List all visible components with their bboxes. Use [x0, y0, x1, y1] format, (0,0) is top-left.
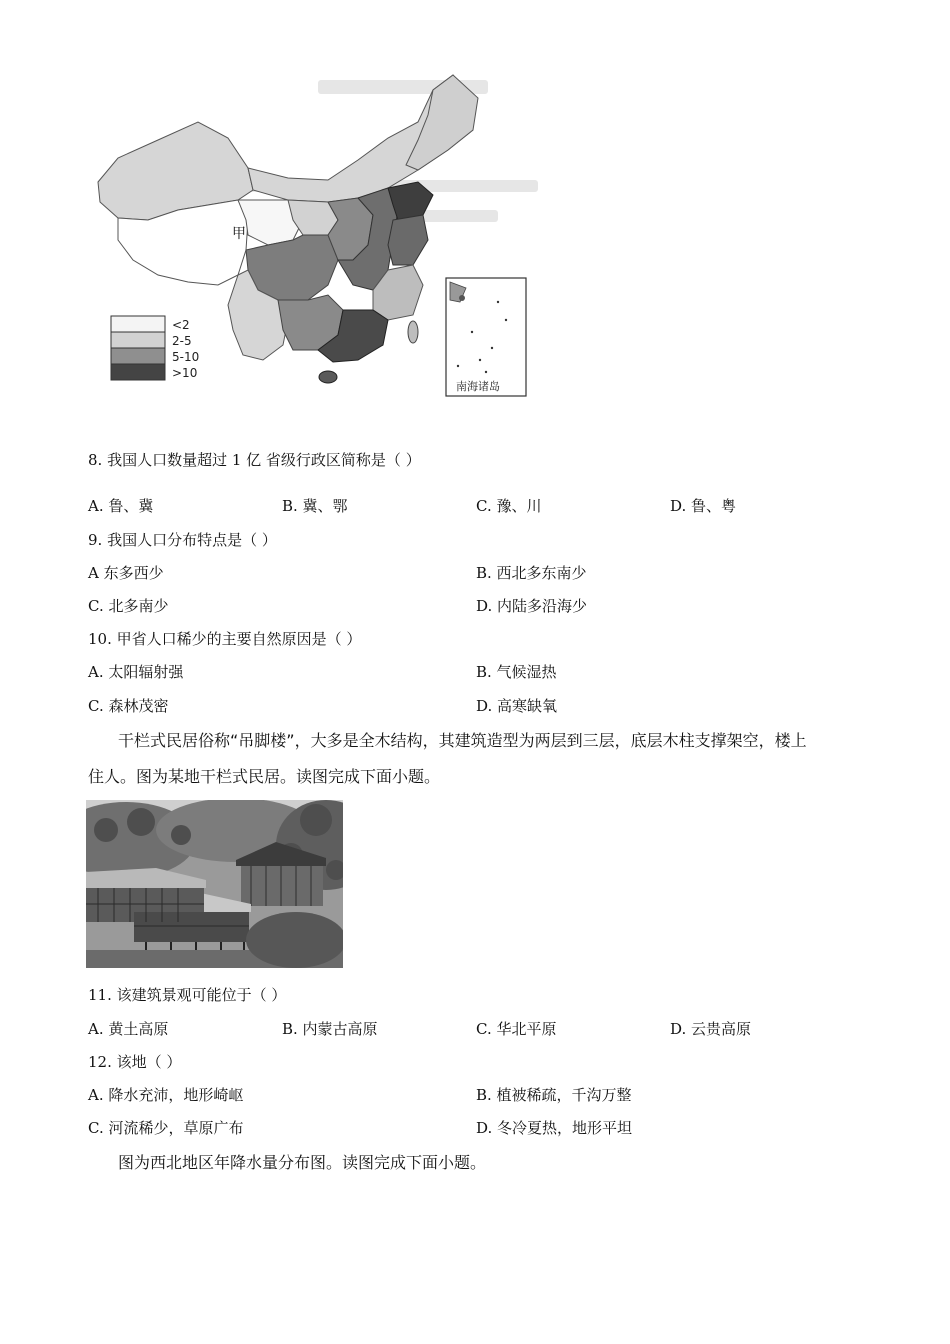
q11-option-b[interactable]: B. 内蒙古高原 — [282, 1020, 378, 1038]
legend-label-2: 2-5 — [172, 334, 192, 348]
q10-stem: 10. 甲省人口稀少的主要自然原因是（ ） — [88, 630, 362, 648]
q10-option-a[interactable]: A. 太阳辐射强 — [88, 663, 184, 681]
q9-option-b[interactable]: B. 西北多东南少 — [476, 564, 587, 582]
q12-stem: 12. 该地（ ） — [88, 1053, 182, 1071]
map-legend — [111, 316, 199, 380]
q12-option-d[interactable]: D. 冬冷夏热，地形平坦 — [476, 1119, 633, 1137]
q11-option-a[interactable]: A. 黄土高原 — [88, 1020, 169, 1038]
q8-option-d[interactable]: D. 鲁、粤 — [670, 497, 737, 515]
q8-stem: 8. 我国人口数量超过 1 亿 省级行政区简称是（ ） — [88, 451, 421, 469]
region-sichuan — [246, 235, 338, 300]
q8-option-b[interactable]: B. 冀、鄂 — [282, 497, 348, 515]
stilt-house-photo — [86, 800, 343, 968]
q9-stem: 9. 我国人口分布特点是（ ） — [88, 531, 277, 549]
inset-label: 南海诸岛 — [456, 380, 500, 393]
passage-precipitation: 图为西北地区年降水量分布图。读图完成下面小题。 — [118, 1153, 487, 1172]
q10-option-d[interactable]: D. 高寒缺氧 — [476, 697, 558, 715]
legend-label-4: >10 — [172, 366, 198, 380]
legend-swatch-1 — [111, 316, 165, 332]
q12-option-b[interactable]: B. 植被稀疏，千沟万整 — [476, 1086, 632, 1104]
q11-stem: 11. 该建筑景观可能位于（ ） — [88, 986, 287, 1004]
q9-option-a[interactable]: A 东多西少 — [88, 564, 164, 582]
q9-option-d[interactable]: D. 内陆多沿海少 — [476, 597, 588, 615]
population-map — [88, 70, 538, 405]
q8-option-c[interactable]: C. 豫、川 — [476, 497, 542, 515]
region-jia-label: 甲 — [232, 226, 246, 242]
south-sea-inset — [446, 278, 526, 396]
q8-option-a[interactable]: A. 鲁、冀 — [88, 497, 154, 515]
legend-swatch-2 — [111, 332, 165, 348]
q9-option-c[interactable]: C. 北多南少 — [88, 597, 169, 615]
passage-stilt-line1: 干栏式民居俗称“吊脚楼”，大多是全木结构，其建筑造型为两层到三层，底层木柱支撑架空，楼上 — [118, 731, 807, 750]
q12-option-c[interactable]: C. 河流稀少，草原广布 — [88, 1119, 244, 1137]
legend-label-3: 5-10 — [172, 350, 200, 364]
legend-swatch-3 — [111, 348, 165, 364]
q12-option-a[interactable]: A. 降水充沛，地形崎岖 — [88, 1086, 244, 1104]
q10-option-c[interactable]: C. 森林茂密 — [88, 697, 169, 715]
passage-stilt-line2: 住人。图为某地干栏式民居。读图完成下面小题。 — [88, 767, 441, 786]
legend-label-1: <2 — [172, 318, 190, 332]
q11-option-c[interactable]: C. 华北平原 — [476, 1020, 557, 1038]
q11-option-d[interactable]: D. 云贵高原 — [670, 1020, 752, 1038]
legend-swatch-4 — [111, 364, 165, 380]
q10-option-b[interactable]: B. 气候湿热 — [476, 663, 557, 681]
